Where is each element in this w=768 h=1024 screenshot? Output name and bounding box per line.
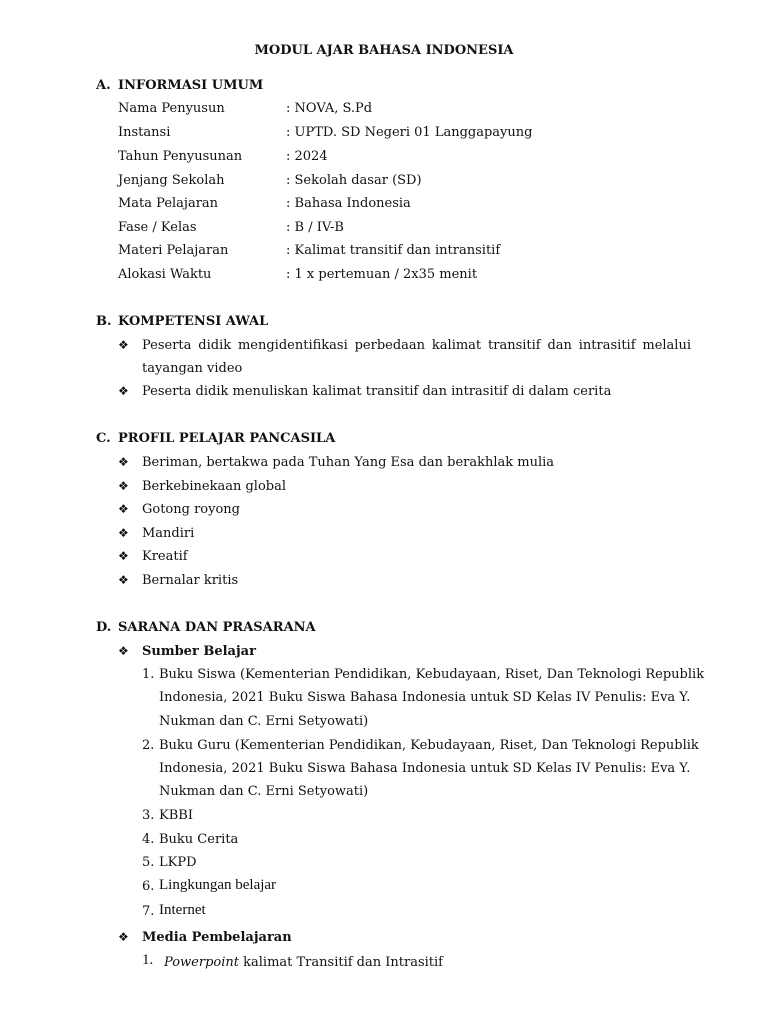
info-value-alokasi: : 1 x pertemuan / 2x35 menit bbox=[286, 267, 478, 282]
info-value-instansi: : UPTD. SD Negeri 01 Langgapayung bbox=[286, 125, 533, 140]
list-number: 3. bbox=[142, 808, 155, 823]
kompetensi-item-1-line-1: Peserta didik mengidentifikasi perbedaan kalimat transitif dan intrasitif melalui bbox=[142, 338, 691, 353]
info-value-fase: : B / IV-B bbox=[286, 220, 344, 235]
info-label-mapel: Mata Pelajaran bbox=[118, 196, 219, 211]
profil-item: Beriman, bertakwa pada Tuhan Yang Esa dan berakhlak mulia bbox=[142, 455, 555, 470]
sumber-item-2-line-1: Buku Guru (Kementerian Pendidikan, Kebudayaan, Riset, Dan Teknologi Republik bbox=[159, 738, 699, 753]
sumber-item-1-line-1: Buku Siswa (Kementerian Pendidikan, Kebudayaan, Riset, Dan Teknologi Republik bbox=[159, 667, 705, 682]
list-number: 7. bbox=[142, 904, 155, 919]
sumber-item-2-line-2: Indonesia, 2021 Buku Siswa Bahasa Indonesia untuk SD Kelas IV Penulis: Eva Y. bbox=[159, 761, 691, 776]
sumber-item-5: LKPD bbox=[159, 855, 197, 870]
info-label-tahun: Tahun Penyusunan bbox=[118, 149, 243, 164]
media-item-1-italic: Powerpoint bbox=[164, 955, 239, 970]
diamond-bullet-icon: ❖ bbox=[118, 338, 129, 352]
section-c-letter: C. bbox=[96, 431, 111, 446]
diamond-bullet-icon: ❖ bbox=[118, 479, 129, 493]
diamond-bullet-icon: ❖ bbox=[118, 384, 129, 398]
sumber-item-1-line-3: Nukman dan C. Erni Setyowati) bbox=[159, 714, 369, 729]
info-value-tahun: : 2024 bbox=[286, 149, 328, 164]
info-label-alokasi: Alokasi Waktu bbox=[118, 267, 212, 282]
sumber-item-2-line-3: Nukman dan C. Erni Setyowati) bbox=[159, 784, 369, 799]
kompetensi-item-1-line-2: tayangan video bbox=[142, 361, 243, 376]
info-value-materi: : Kalimat transitif dan intransitif bbox=[286, 243, 501, 258]
media-item-1-rest: kalimat Transitif dan Intrasitif bbox=[239, 955, 443, 970]
profil-item: Gotong royong bbox=[142, 502, 240, 517]
media-item-1 bbox=[164, 955, 443, 970]
section-b-letter: B. bbox=[96, 314, 112, 329]
section-d-heading: SARANA DAN PRASARANA bbox=[118, 620, 316, 635]
sumber-item-6: Lingkungan belajar bbox=[159, 877, 277, 893]
section-a-letter: A. bbox=[96, 78, 111, 93]
list-number: 2. bbox=[142, 738, 155, 753]
diamond-bullet-icon: ❖ bbox=[118, 930, 129, 944]
info-label-materi: Materi Pelajaran bbox=[118, 243, 229, 258]
diamond-bullet-icon: ❖ bbox=[118, 549, 129, 563]
kompetensi-item-2: Peserta didik menuliskan kalimat transitif dan intrasitif di dalam cerita bbox=[142, 384, 612, 399]
list-number: 1. bbox=[142, 952, 154, 968]
list-number: 6. bbox=[142, 879, 155, 894]
sumber-item-1-line-2: Indonesia, 2021 Buku Siswa Bahasa Indonesia untuk SD Kelas IV Penulis: Eva Y. bbox=[159, 690, 691, 705]
sumber-item-4: Buku Cerita bbox=[159, 832, 239, 847]
list-number: 4. bbox=[142, 832, 155, 847]
media-pembelajaran-heading: Media Pembelajaran bbox=[142, 930, 292, 945]
section-d-letter: D. bbox=[96, 620, 112, 635]
profil-item: Mandiri bbox=[142, 526, 195, 541]
sumber-item-3: KBBI bbox=[159, 808, 193, 823]
info-label-jenjang: Jenjang Sekolah bbox=[118, 173, 225, 188]
diamond-bullet-icon: ❖ bbox=[118, 526, 129, 540]
diamond-bullet-icon: ❖ bbox=[118, 644, 129, 658]
info-value-jenjang: : Sekolah dasar (SD) bbox=[286, 173, 422, 188]
diamond-bullet-icon: ❖ bbox=[118, 455, 129, 469]
info-value-mapel: : Bahasa Indonesia bbox=[286, 196, 411, 211]
section-a-heading: INFORMASI UMUM bbox=[118, 78, 264, 93]
profil-item: Berkebinekaan global bbox=[142, 479, 286, 494]
profil-item: Kreatif bbox=[142, 549, 188, 564]
info-label-nama-penyusun: Nama Penyusun bbox=[118, 101, 225, 116]
sumber-item-7: Internet bbox=[159, 902, 206, 918]
profil-item: Bernalar kritis bbox=[142, 573, 239, 588]
list-number: 1. bbox=[142, 667, 155, 682]
info-value-nama-penyusun: : NOVA, S.Pd bbox=[286, 101, 373, 116]
section-b-heading: KOMPETENSI AWAL bbox=[118, 314, 269, 329]
diamond-bullet-icon: ❖ bbox=[118, 502, 129, 516]
diamond-bullet-icon: ❖ bbox=[118, 573, 129, 587]
section-c-heading: PROFIL PELAJAR PANCASILA bbox=[118, 431, 336, 446]
info-label-fase: Fase / Kelas bbox=[118, 220, 197, 235]
sumber-belajar-heading: Sumber Belajar bbox=[142, 644, 256, 659]
document-title: MODUL AJAR BAHASA INDONESIA bbox=[254, 43, 514, 58]
list-number: 5. bbox=[142, 855, 155, 870]
info-label-instansi: Instansi bbox=[118, 125, 171, 140]
